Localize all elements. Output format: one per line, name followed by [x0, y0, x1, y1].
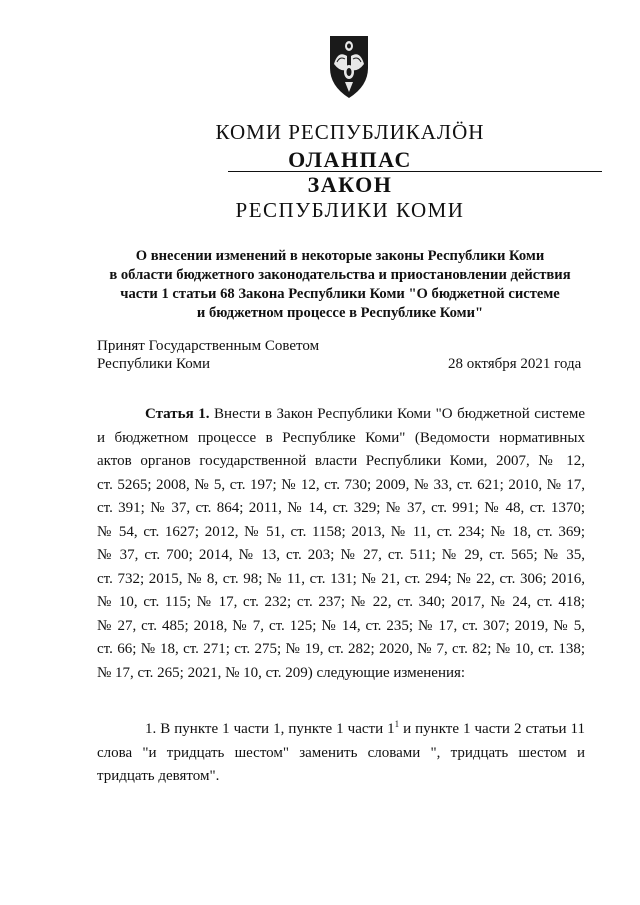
law-title: [60, 247, 620, 323]
article-1-line: и бюджетном процессе в Республике Коми" (Ведомости нормативных: [97, 429, 585, 446]
item-1-superscript: 1: [394, 719, 400, 729]
item-1-text: и пункте 1 части 2 статьи 11: [399, 721, 585, 737]
law-title-line: части 1 статьи 68 Закона Республики Коми "О бюджетной системе: [120, 286, 560, 302]
article-1-line: № 54, ст. 1627; 2012, № 51, ст. 1158; 2013, № 11, ст. 234; № 18, ст. 369;: [97, 523, 585, 540]
article-1-line: № 37, ст. 700; 2014, № 13, ст. 203; № 27, ст. 511; № 29, ст. 565; № 35,: [97, 547, 585, 563]
item-1-text: 1. В пункте 1 части 1, пункте 1 части 1: [145, 721, 395, 737]
header-olanpas: ОЛАНПАС: [288, 147, 412, 172]
law-title-line: в области бюджетного законодательства и приостановлении действия: [109, 267, 571, 283]
adoption-statement: [97, 337, 319, 373]
law-title-line: О внесении изменений в некоторые законы Республики Коми: [135, 248, 545, 264]
law-title-line: и бюджетном процессе в Республике Коми": [196, 305, 484, 321]
article-1-first-line: [97, 403, 585, 427]
article-1-line: ст. 732; 2015, № 8, ст. 98; № 11, ст. 131; № 21, ст. 294; № 22, ст. 306; 2016,: [97, 570, 585, 587]
article-1-line: № 27, ст. 485; 2018, № 7, ст. 125; № 14, ст. 235; № 17, ст. 307; 2019, № 5,: [97, 617, 585, 634]
article-1-line: ст. 391; № 37, ст. 864; 2011, № 14, ст. 329; № 37, ст. 991; № 48, ст. 1370;: [97, 500, 585, 516]
article-1-text: Внести в Закон Республики Коми "О бюджетной системе: [209, 406, 586, 422]
header-zakon: ЗАКОН: [307, 172, 393, 197]
adoption-line: Принят Государственным Советом: [97, 338, 320, 354]
adoption-line: Республики Коми: [97, 356, 210, 372]
article-1-line: актов органов государственной власти Республики Коми, 2007, № 12,: [97, 453, 585, 469]
item-1-first-line: [97, 718, 585, 742]
komi-coat-of-arms-emblem: [328, 28, 370, 100]
item-1-line: тридцать девятом".: [97, 768, 220, 784]
article-1: [97, 403, 585, 685]
article-1-line: ст. 5265; 2008, № 5, ст. 197; № 12, ст. 730; 2009, № 33, ст. 621; 2010, № 17,: [97, 476, 585, 493]
header-komi-line: КОМИ РЕСПУБЛИКАЛӦН: [215, 120, 485, 144]
article-1-label: Статья 1.: [145, 406, 210, 422]
article-1-item-1: [97, 718, 585, 789]
adoption-date: 28 октября 2021 года: [448, 356, 582, 372]
article-1-line: № 10, ст. 115; № 17, ст. 232; ст. 237; № 22, ст. 340; 2017, № 24, ст. 418;: [97, 594, 585, 610]
header-republic: РЕСПУБЛИКИ КОМИ: [235, 198, 465, 222]
article-1-line: № 17, ст. 265; 2021, № 10, ст. 209) следующие изменения:: [97, 664, 466, 681]
article-1-line: ст. 66; № 18, ст. 271; ст. 275; № 19, ст. 282; 2020, № 7, ст. 82; № 10, ст. 138;: [97, 641, 585, 657]
item-1-line: слова "и тридцать шестом" заменить словами ", тридцать шестом и: [97, 744, 585, 761]
